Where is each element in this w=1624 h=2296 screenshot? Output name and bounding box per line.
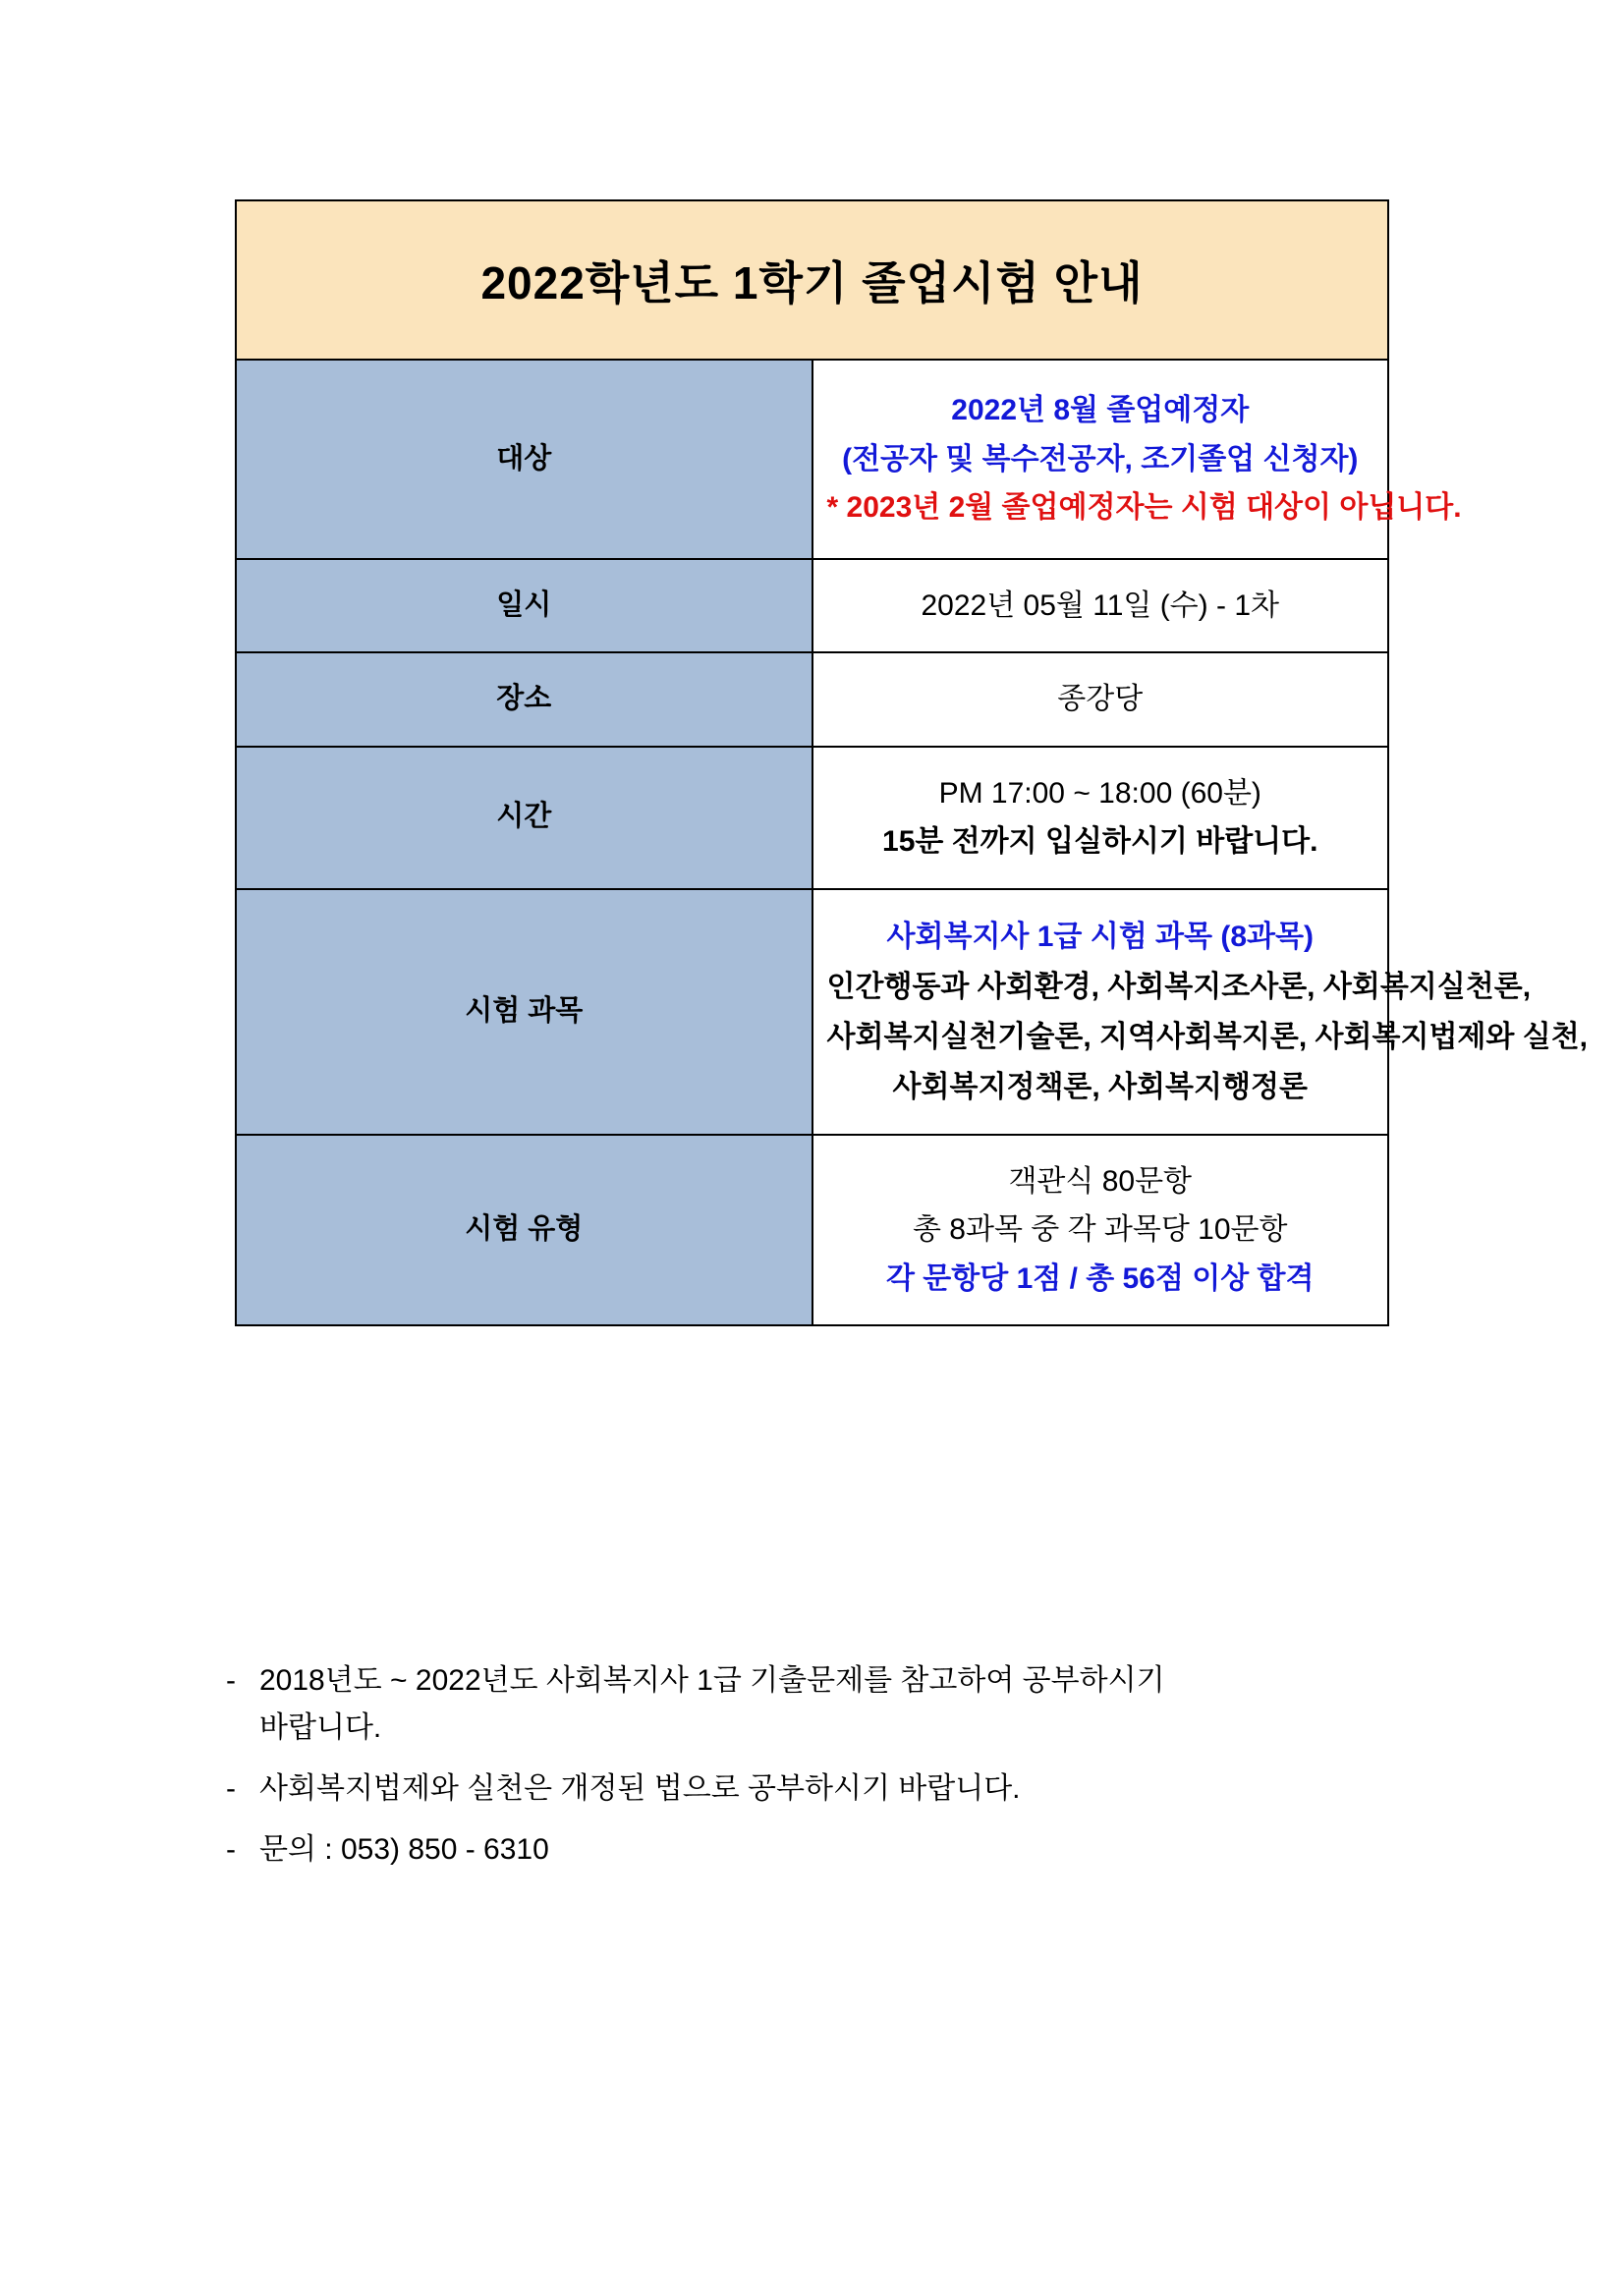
list-item (226, 1826, 1425, 1874)
table-row (236, 559, 1388, 653)
list-item (226, 1657, 1425, 1752)
exam-type-line-2: 총 8과목 중 각 과목당 10문항 (912, 1213, 1288, 1246)
note-text (259, 1657, 1425, 1752)
table-row-title (236, 200, 1388, 360)
table-row (236, 652, 1388, 747)
note-text-continuation: 바랍니다. (259, 1711, 382, 1744)
note-text-main: 2018년도 ~ 2022년도 사회복지사 1급 기출문제를 참고하여 공부하시기 (259, 1664, 1165, 1697)
target-line-2: (전공자 및 복수전공자, 조기졸업 신청자) (842, 442, 1359, 476)
row-label-date: 일시 (236, 559, 812, 653)
place-line-1: 종강당 (1057, 683, 1144, 715)
note-dash: - (226, 1772, 236, 1805)
table-row (236, 889, 1388, 1135)
row-label-exam-type: 시험 유형 (236, 1135, 812, 1326)
target-line-1: 2022년 8월 졸업예정자 (951, 394, 1250, 426)
row-value-date (812, 559, 1389, 653)
note-text (259, 1826, 1425, 1874)
subjects-line-1: 사회복지사 1급 시험 과목 (8과목) (886, 920, 1314, 953)
subjects-line-4: 사회복지정책론, 사회복지행정론 (892, 1070, 1308, 1103)
note-text (259, 1765, 1425, 1813)
subjects-line-3: 사회복지실천기술론, 지역사회복지론, 사회복지법제와 실천, (826, 1020, 1589, 1053)
notes-list (226, 1657, 1425, 1887)
note-dash: - (226, 1664, 236, 1697)
table-row (236, 1135, 1388, 1326)
row-value-subjects (812, 889, 1589, 1135)
row-value-time (812, 747, 1389, 889)
note-text-main: 사회복지법제와 실천은 개정된 법으로 공부하시기 바랍니다. (259, 1772, 1021, 1805)
exam-type-line-3: 각 문항당 1점 / 총 56점 이상 합격 (885, 1261, 1315, 1295)
exam-type-line-1: 객관식 80문항 (1008, 1164, 1193, 1198)
list-item (226, 1765, 1425, 1813)
date-line-1: 2022년 05월 11일 (수) - 1차 (921, 588, 1279, 622)
time-line-2: 15분 전까지 입실하시기 바랍니다. (882, 825, 1318, 858)
page-title: 2022학년도 1학기 졸업시험 안내 (236, 200, 1388, 360)
table-row (236, 747, 1388, 889)
note-dash: - (226, 1833, 236, 1866)
row-value-place (812, 652, 1389, 747)
row-label-place: 장소 (236, 652, 812, 747)
row-label-subjects: 시험 과목 (236, 889, 812, 1135)
target-line-3: * 2023년 2월 졸업예정자는 시험 대상이 아닙니다. (826, 491, 1462, 524)
row-value-exam-type (812, 1135, 1389, 1326)
row-label-time: 시간 (236, 747, 812, 889)
time-line-1: PM 17:00 ~ 18:00 (60분) (938, 776, 1261, 810)
row-value-target (812, 360, 1462, 559)
subjects-line-2: 인간행동과 사회환경, 사회복지조사론, 사회복지실천론, (826, 970, 1532, 1003)
note-text-main: 문의 : 053) 850 - 6310 (259, 1833, 549, 1866)
row-label-target: 대상 (236, 360, 812, 559)
table-row (236, 360, 1388, 559)
graduation-exam-notice-table (235, 199, 1589, 1326)
